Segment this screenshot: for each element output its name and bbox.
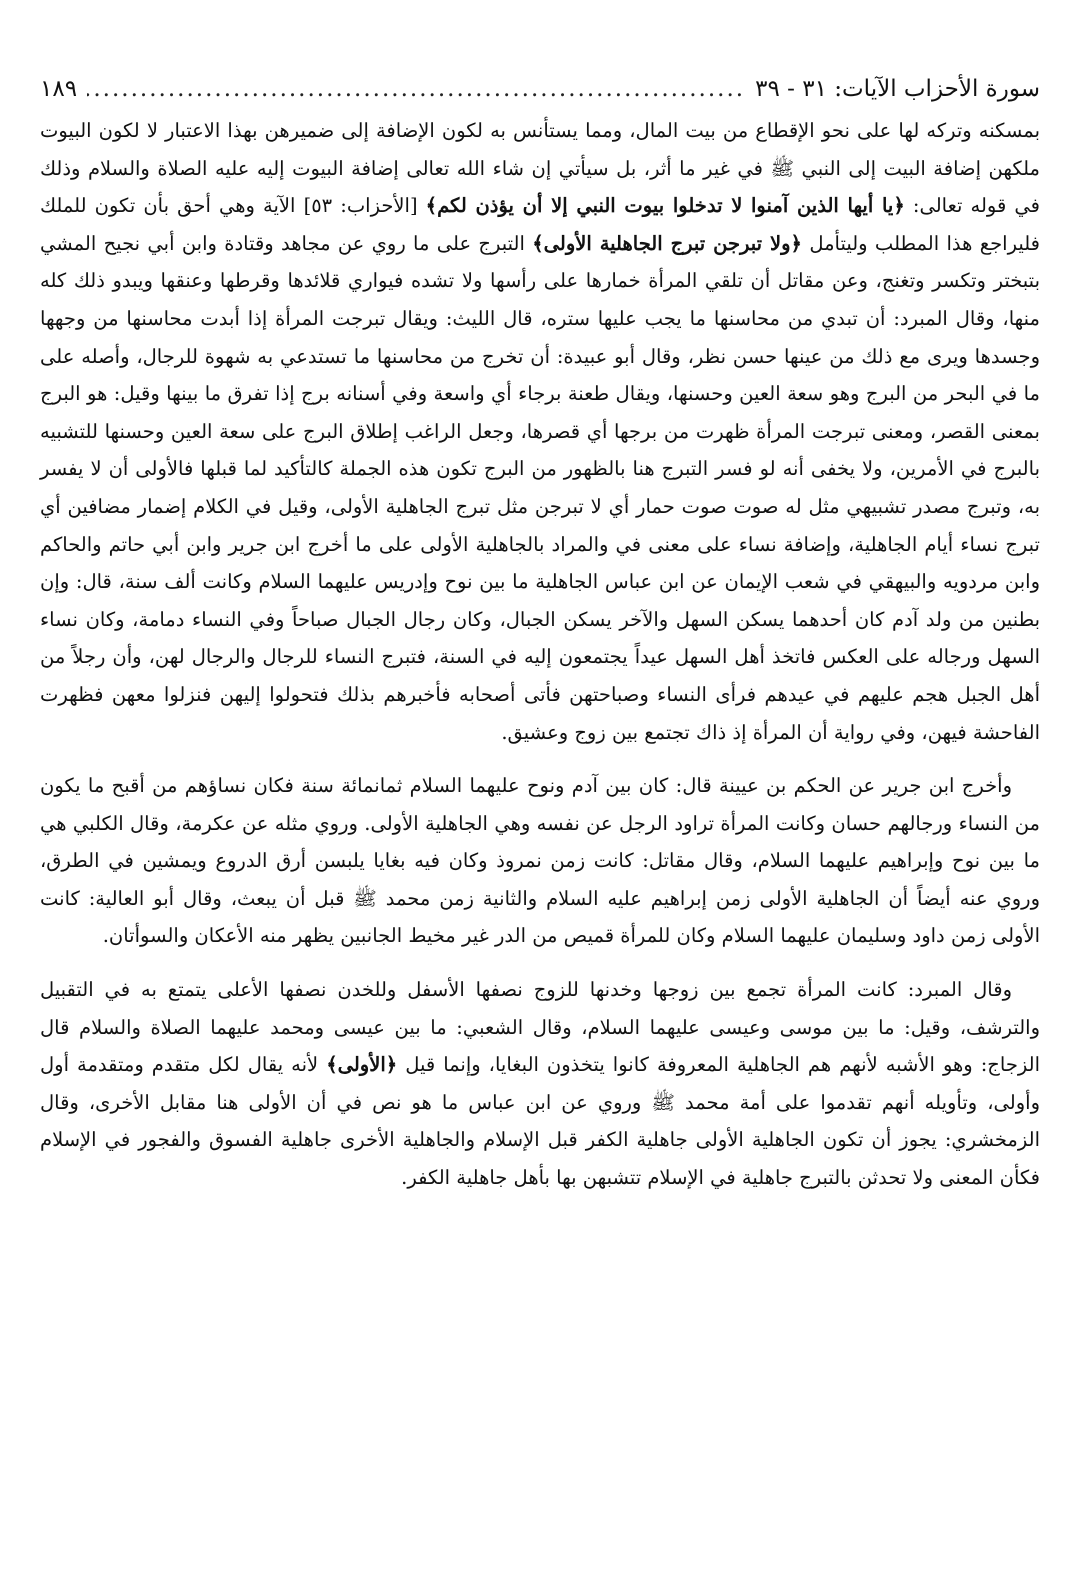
paragraph-text: التبرج على ما روي عن مجاهد وقتادة وابن أبي نجيح المشي بتبختر وتكسر وتغنج، وعن مقاتل أن تلقي المرأة خمارها على رأسها ولا تشده فيواري قلائدها وقرطها وعنقها ويبدو ذلك كله منها، وقال المبرد: أن تبدي من محاسنها ما يجب عليها ستره، قال الليث: ويقال تبرجت المرأة إذا أبدت محاسنها من وجهها وجسدها ويرى مع ذلك من عينها حسن نظر، وقال أبو عبيدة: أن تخرج من محاسنها ما تستدعي به شهوة للرجال، وأصله على ما في البحر من البرج وهو سعة العين وحسنها، ويقال طعنة برجاء أي واسعة وفي أسنانه برج إذا تفرق ما بينها وقيل: هو البرج بمعنى القصر، ومعنى تبرجت المرأة ظهرت من برجها أي قصرها، وجعل الراغب إطلاق البرج على سعة العين وحسنها للتشبيه بالبرج في الأمرين، ولا يخفى أنه لو فسر التبرج هنا بالظهور من البرج تكون هذه الجملة كالتأكيد لما قبلها فالأولى أن لا يفسر به، وتبرج مصدر تشبيهي مثل له صوت صوت حمار أي لا تبرجن مثل تبرج الجاهلية الأولى، وقيل في الكلام إضمار مضافين أي تبرج نساء أيام الجاهلية، وإضافة نساء على معنى في والمراد بالجاهلية الأولى على ما أخرج ابن جرير وابن أبي حاتم والحاكم وابن مردويه والبيهقي في شعب الإيمان عن ابن عباس الجاهلية ما بين نوح وإدريس عليهما السلام وكانت ألف سنة، قال: وإن بطنين من ولد آدم كان أحدهما يسكن السهل والآخر يسكن الجبال، وكان رجال الجبال صباحاً وفي النساء دمامة، وكان نساء السهل ورجاله على العكس فاتخذ أهل السهل عيداً يجتمعون إليه في السنة، فتبرج النساء للرجال والرجال لهن، وأن رجلاً من أهل الجبل هجم عليهم في عيدهم فرأى النساء وصباحتهن فأتى أصحابه فأخبرهم بذلك فتحولوا إليهن فنزلوا معهن فظهرت الفاحشة فيهن، وفي رواية أن المرأة إذ ذاك تجتمع بين زوج وعشيق. bbox=[40, 231, 1040, 744]
running-header bbox=[40, 72, 1040, 106]
paragraph-2 bbox=[40, 767, 1040, 955]
quran-verse: ﴿يا أيها الذين آمنوا لا تدخلوا بيوت النبي إلا أن يؤذن لكم﴾ bbox=[425, 194, 905, 218]
page-number: ١٨٩ bbox=[40, 76, 78, 102]
paragraph-1 bbox=[40, 112, 1040, 751]
surah-title: سورة الأحزاب الآيات: ٣١ - ٣٩ bbox=[755, 76, 1040, 102]
book-page bbox=[40, 72, 1040, 1562]
body-text bbox=[40, 112, 1040, 1197]
paragraph-text: بمسكنه وتركه لها على نحو الإقطاع من بيت المال، ومما يستأنس به لكون الإضافة إلى ضميرهن بهذا الاعتبار لا لكون البيوت ملكهن إضافة البيت إلى النبي ﷺ في غير ما أثر، بل سيأتي إن شاء الله تعالى إضافة البيوت إليه عليه الصلاة والسلام وذلك في قوله تعالى: bbox=[40, 119, 1040, 218]
paragraph-text: وقال المبرد: كانت المرأة تجمع بين زوجها وخدنها للزوج نصفها الأسفل وللخدن نصفها الأعلى يتمتع به في التقبيل والترشف، وقيل: ما بين موسى وعيسى عليهما السلام، وقال الشعبي: ما بين عيسى ومحمد عليهما الصلاة والسلام قال الزجاج: وهو الأشبه لأنهم هم الجاهلية المعروفة كانوا يتخذون البغايا، وإنما قيل bbox=[40, 978, 1040, 1077]
quran-verse: ﴿الأولى﴾ bbox=[326, 1053, 398, 1077]
verse-reference: [الأحزاب: ٥٣] bbox=[295, 194, 426, 218]
dot-leader bbox=[87, 72, 745, 106]
paragraph-text: الآية وهي أحق بأن تكون للملك فليراجع هذا المطلب وليتأمل bbox=[40, 194, 1040, 255]
quran-verse: ﴿ولا تبرجن تبرج الجاهلية الأولى﴾ bbox=[532, 231, 802, 255]
paragraph-3 bbox=[40, 971, 1040, 1197]
paragraph-text: وأخرج ابن جرير عن الحكم بن عيينة قال: كان بين آدم ونوح عليهما السلام ثمانمائة سنة فكان نساؤهم من أقبح ما يكون من النساء ورجالهم حسان وكانت المرأة تراود الرجل عن نفسه وهي الجاهلية الأولى. وروي مثله عن عكرمة، وقال الكلبي هي ما بين نوح وإبراهيم عليهما السلام، وقال مقاتل: كانت زمن نمروذ وكان فيه بغايا يلبسن أرق الدروع ويمشين في الطرق، وروي عنه أيضاً أن الجاهلية الأولى زمن إبراهيم عليه السلام والثانية زمن محمد ﷺ قبل أن يبعث، وقال أبو العالية: كانت الأولى زمن داود وسليمان عليهما السلام وكان للمرأة قميص من الدر غير مخيط الجانبين يظهر منه الأعكان والسوأتان. bbox=[40, 774, 1040, 948]
paragraph-text: لأنه يقال لكل متقدم ومتقدمة أول وأولى، وتأويله أنهم تقدموا على أمة محمد ﷺ وروي عن ابن عباس ما هو نص في أن الأولى هنا مقابل الأخرى، وقال الزمخشري: يجوز أن تكون الجاهلية الأولى جاهلية الكفر قبل الإسلام والجاهلية الأخرى جاهلية الفسوق والفجور في الإسلام فكأن المعنى ولا تحدثن بالتبرج جاهلية في الإسلام تتشبهن بها بأهل جاهلية الكفر. bbox=[40, 1053, 1040, 1190]
